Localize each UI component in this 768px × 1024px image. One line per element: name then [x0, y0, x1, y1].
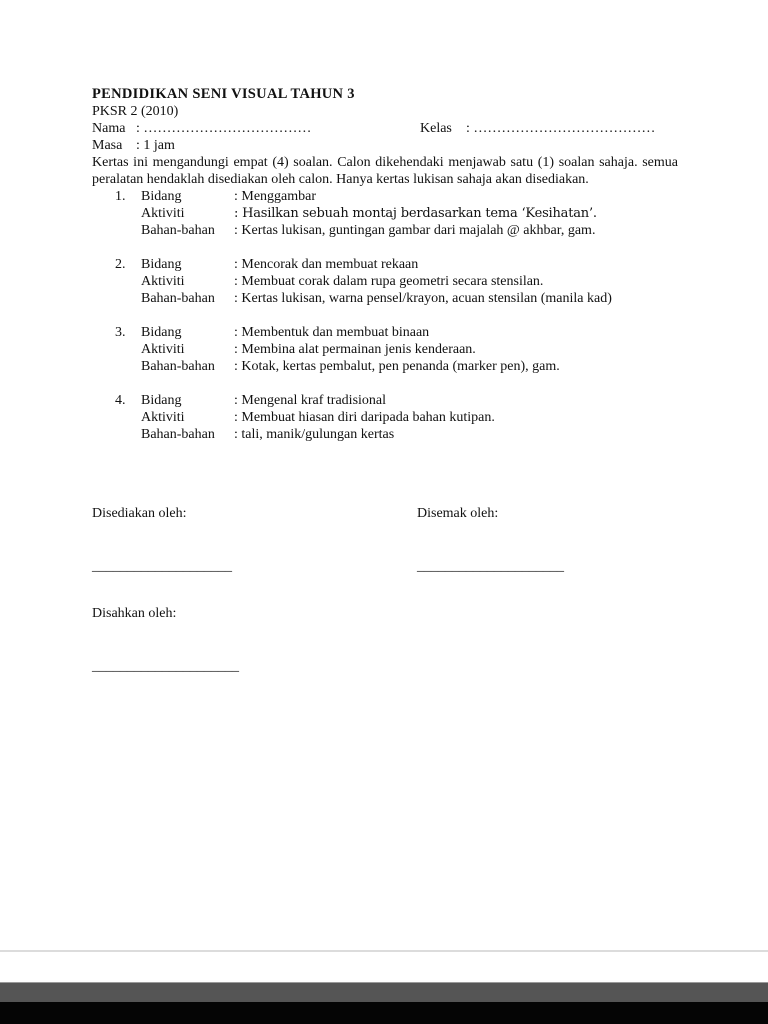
spacer [115, 341, 141, 358]
bidang-value: : Mengenal kraf tradisional [234, 393, 387, 408]
aktiviti-value: : Membuat hiasan diri daripada bahan kutipan. [234, 410, 495, 425]
bidang-value: : Menggambar [234, 189, 317, 204]
bahan-label: Bahan-bahan [141, 223, 215, 238]
aktiviti-row [92, 205, 678, 222]
disemak-signature-line: _____________________ [417, 559, 564, 574]
aktiviti-label: Aktiviti [141, 206, 185, 221]
instructions-paragraph: Kertas ini mengandungi empat (4) soalan. Calon dikehendaki menjawab satu (1) soalan sahaja. semua peralatan hendaklah disediakan oleh calon. Hanya kertas lukisan sahaja akan disediakan. [92, 155, 678, 187]
aktiviti-row [92, 341, 678, 358]
bidang-value: : Mencorak dan membuat rekaan [234, 257, 419, 272]
scan-footer-bar [0, 982, 768, 1024]
scan-footer-black-band [0, 1002, 768, 1024]
question-number: 2. [115, 257, 126, 272]
kelas-label: Kelas [420, 121, 452, 136]
aktiviti-label: Aktiviti [141, 342, 185, 357]
bahan-value: : tali, manik/gulungan kertas [234, 427, 395, 442]
scan-footer-gray-band [0, 982, 768, 1002]
bahan-row [92, 290, 678, 307]
aktiviti-value: : Membina alat permainan jenis kenderaan. [234, 342, 476, 357]
aktiviti-value: : Hasilkan sebuah montaj berdasarkan tema ‘Kesihatan’. [234, 206, 597, 221]
signature-labels-row [92, 505, 678, 522]
nama-field: : ……………………………… [136, 121, 312, 136]
bahan-row [92, 426, 678, 443]
signature-lines-row [92, 558, 678, 575]
scan-artifact-line [0, 950, 768, 952]
nama-label: Nama [92, 121, 126, 136]
spacer [115, 222, 141, 239]
masa-value: : 1 jam [136, 138, 175, 153]
masa-label: Masa [92, 138, 123, 153]
bahan-label: Bahan-bahan [141, 427, 215, 442]
bidang-row [92, 392, 678, 409]
spacer [115, 273, 141, 290]
question-number: 3. [115, 325, 126, 340]
document-title: PENDIDIKAN SENI VISUAL TAHUN 3 [92, 86, 355, 102]
aktiviti-label: Aktiviti [141, 274, 185, 289]
spacer [115, 358, 141, 375]
disediakan-signature-line: ____________________ [92, 559, 232, 574]
question-block-1 [92, 188, 678, 239]
disahkan-signature-line: _____________________ [92, 659, 239, 674]
nama-kelas-row [92, 120, 678, 137]
disahkan-label: Disahkan oleh: [92, 606, 177, 621]
aktiviti-value: : Membuat corak dalam rupa geometri secara stensilan. [234, 274, 544, 289]
question-number: 4. [115, 393, 126, 408]
disemak-label: Disemak oleh: [417, 506, 499, 521]
bidang-label: Bidang [141, 257, 182, 272]
aktiviti-row [92, 273, 678, 290]
document-subtitle: PKSR 2 (2010) [92, 104, 179, 119]
bidang-label: Bidang [141, 393, 182, 408]
question-number: 1. [115, 189, 126, 204]
aktiviti-label: Aktiviti [141, 410, 185, 425]
question-block-4 [92, 392, 678, 443]
question-block-2 [92, 256, 678, 307]
bidang-row [92, 324, 678, 341]
masa-row [92, 137, 678, 154]
spacer [115, 290, 141, 307]
bahan-row [92, 358, 678, 375]
bidang-row [92, 256, 678, 273]
spacer [115, 426, 141, 443]
spacer [115, 205, 141, 222]
bidang-label: Bidang [141, 325, 182, 340]
bahan-value: : Kotak, kertas pembalut, pen penanda (marker pen), gam. [234, 359, 560, 374]
bidang-value: : Membentuk dan membuat binaan [234, 325, 430, 340]
document-content [92, 86, 678, 675]
bahan-row [92, 222, 678, 239]
question-block-3 [92, 324, 678, 375]
bahan-label: Bahan-bahan [141, 359, 215, 374]
disahkan-row [92, 605, 678, 622]
kelas-field: : ………………………………… [466, 121, 656, 136]
bidang-row [92, 188, 678, 205]
bidang-label: Bidang [141, 189, 182, 204]
aktiviti-row [92, 409, 678, 426]
bahan-value: : Kertas lukisan, warna pensel/krayon, acuan stensilan (manila kad) [234, 291, 612, 306]
disediakan-label: Disediakan oleh: [92, 506, 187, 521]
disahkan-line-row [92, 658, 678, 675]
spacer [115, 409, 141, 426]
bahan-value: : Kertas lukisan, guntingan gambar dari majalah @ akhbar, gam. [234, 223, 596, 238]
questions-section [92, 188, 678, 443]
bahan-label: Bahan-bahan [141, 291, 215, 306]
